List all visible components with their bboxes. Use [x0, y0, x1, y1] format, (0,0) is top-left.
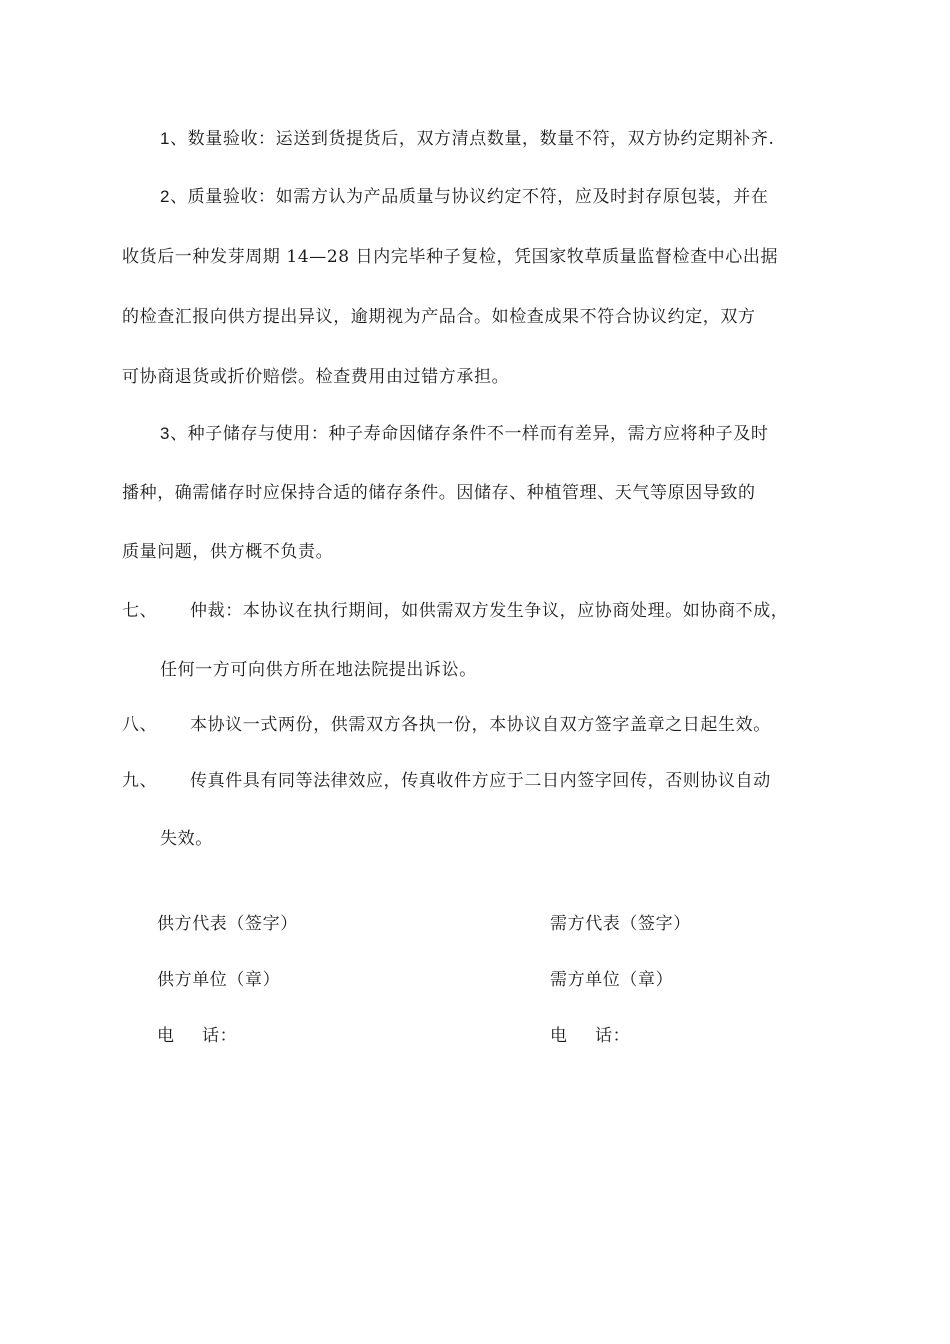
paragraph-text: 、质量验收：如需方认为产品质量与协议约定不符，应及时封存原包装，并在 — [170, 187, 769, 207]
clause-9-line-2: 失效。 — [160, 829, 213, 849]
clause-7-label: 七、 — [122, 601, 158, 621]
phone-label-part-a: 电 — [157, 1026, 202, 1046]
phone-label-part-b: 话： — [595, 1026, 631, 1046]
quality-acceptance-line-1 — [160, 185, 768, 209]
quality-acceptance-line-3: 的检查汇报向供方提出异议，逾期视为产品合。如检查成果不符合协议约定，双方 — [122, 307, 756, 327]
supplier-unit-label: 供方单位（章） — [157, 970, 281, 990]
clause-8-label: 八、 — [122, 715, 158, 735]
quantity-acceptance-paragraph — [160, 127, 774, 151]
clause-9-label: 九、 — [122, 771, 158, 791]
phone-label-part-a: 电 — [550, 1026, 595, 1046]
quality-acceptance-line-4: 可协商退货或折价赔偿。检查费用由过错方承担。 — [122, 367, 510, 387]
paragraph-text: 、种子储存与使用：种子寿命因储存条件不一样而有差异，需方应将种子及时 — [170, 424, 769, 444]
paragraph-text: 、数量验收：运送到货提货后，双方清点数量，数量不符，双方协约定期补齐. — [170, 129, 775, 149]
clause-9-line-1: 传真件具有同等法律效应，传真收件方应于二日内签字回传，否则协议自动 — [190, 771, 771, 791]
buyer-phone-label — [550, 1024, 630, 1048]
clause-7-line-2: 任何一方可向供方所在地法院提出诉讼。 — [160, 660, 477, 680]
buyer-unit-label: 需方单位（章） — [550, 970, 674, 990]
storage-paragraph-line-3: 质量问题，供方概不负责。 — [122, 542, 334, 562]
phone-label-part-b: 话： — [202, 1026, 238, 1046]
storage-paragraph-line-2: 播种，确需储存时应保持合适的储存条件。因储存、种植管理、天气等原因导致的 — [122, 483, 756, 503]
clause-7-line-1: 仲裁：本协议在执行期间，如供需双方发生争议，应协商处理。如协商不成， — [190, 601, 789, 621]
buyer-representative-label: 需方代表（签字） — [550, 914, 691, 934]
item-number: 3 — [160, 424, 171, 443]
supplier-phone-label — [157, 1024, 237, 1048]
item-number: 1 — [160, 129, 171, 148]
storage-paragraph-line-1 — [160, 422, 768, 446]
item-number: 2 — [160, 187, 171, 206]
clause-8-line-1: 本协议一式两份，供需双方各执一份，本协议自双方签字盖章之日起生效。 — [190, 715, 771, 735]
quality-acceptance-line-2: 收货后一种发芽周期 14—28 日内完毕种子复检，凭国家牧草质量监督检查中心出据 — [122, 247, 779, 267]
supplier-representative-label: 供方代表（签字） — [157, 914, 298, 934]
